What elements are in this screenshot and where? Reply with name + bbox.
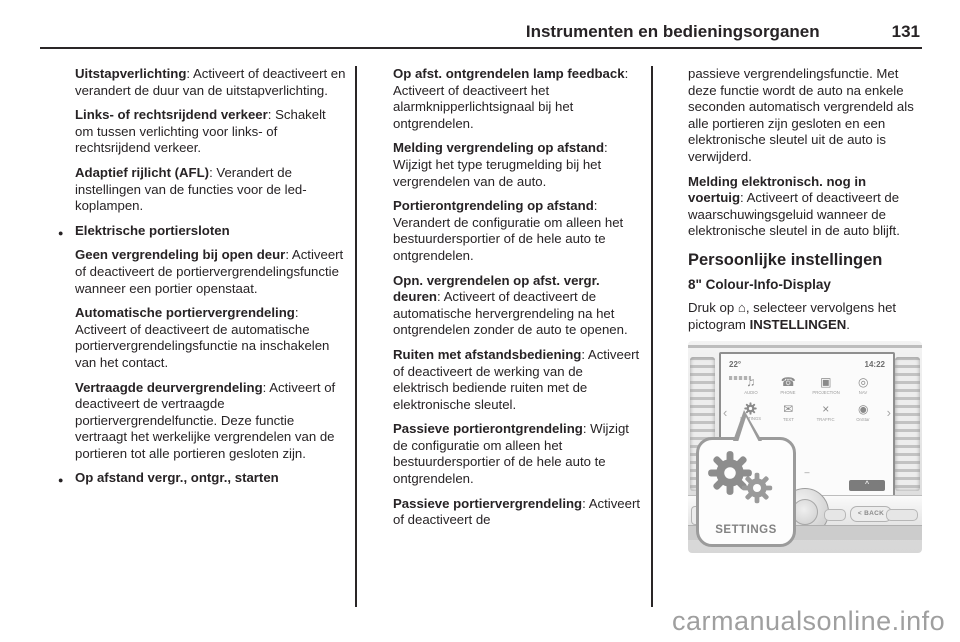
column-divider [651,66,653,607]
setting-name: Geen vergrendeling bij open deur [75,247,286,263]
setting-name: Opn. vergrendelen op afst. vergr. deuren [393,272,600,305]
setting-item [393,347,641,413]
setting-desc: : Activeert of deactiveert de werking van de elektrisch bediende ruiten met de elektronische sleutel. [393,346,640,412]
app-label: AUDIO [744,390,758,396]
setting-item [393,66,641,132]
setting-item [393,140,641,190]
back-button-label: < BACK [857,510,885,518]
home-key-icon: ⌂ [737,300,746,316]
setting-desc: : Activeert of deactiveert de automatische hervergrendeling na het ontgrendelen zonder de auto te openen. [393,289,628,338]
bullet-icon: ● [58,227,64,238]
message-icon: ✉ [783,402,794,417]
app-tile-projection [807,375,845,396]
app-tile-audio [732,375,770,396]
setting-name: Passieve portiervergrendeling [393,495,583,511]
setting-item [688,174,922,240]
setting-name: Ruiten met afstandsbediening [393,346,582,362]
app-tile-onstar [845,402,883,423]
setting-desc: : Activeert of deactiveert de waarschuwingsgeluid wanneer de elektronische sleutel in de auto blijft. [688,190,900,239]
menu-item-reference: INSTELLINGEN [749,316,847,332]
chevron-left-icon: ‹ [723,405,728,421]
gear-icon [741,472,773,504]
panel-button [886,509,918,521]
setting-name: Op afst. ontgrendelen lamp feedback [393,66,625,81]
nav-compass-icon: ◎ [858,375,869,390]
traffic-icon: × [822,402,830,417]
subsection-heading: 8" Colour-Info-Display [688,276,831,292]
setting-name: Adaptief rijlicht (AFL) [75,164,210,180]
setting-item [393,421,641,487]
setting-name: Op afstand vergr., ontgr., starten [75,470,279,486]
setting-name: Links- of rechtsrijdend verkeer [75,107,268,123]
app-tile-traffic [807,402,845,423]
projection-icon: ▣ [820,375,832,390]
setting-item [75,247,347,297]
setting-desc: : Activeert of deactiveert het alarmknipperlichtsignaal bij het ontgrendelen. [393,66,629,131]
setting-item [393,198,641,264]
setting-name: Uitstapverlichting [75,66,187,81]
setting-item [75,165,347,215]
dashboard-edge [688,345,922,348]
callout-tail-inner [738,416,762,442]
right-air-vent [895,357,920,491]
watermark: carmanualsonline.info [672,606,946,636]
chevron-right-icon: › [886,405,891,421]
expand-button [849,480,885,491]
app-tile-text [770,402,808,423]
setting-name: Melding elektronisch. nog in voertuig [688,173,867,206]
setting-item [393,273,641,339]
setting-desc: : Wijzigt het type terugmelding bij het vergrendelen van de auto. [393,140,608,189]
setting-item [393,496,641,529]
setting-name: Portierontgrendeling op afstand [393,198,594,214]
app-label: OnStar [856,417,870,423]
app-label: TRAFFIC [816,417,835,423]
setting-desc: : Activeert of deactiveert de portiervergrendelingsfunctie wanneer een portier openstaat. [75,247,344,296]
column-divider [355,66,357,607]
app-label: NAV [859,390,868,396]
setting-name: Vertraagde deurvergrendeling [75,379,263,395]
setting-item [75,380,347,463]
setting-item [75,107,347,157]
chevron-up-icon: ^ [864,481,870,489]
setting-desc-continuation [688,66,922,166]
setting-desc: : Verandert de instellingen van de functies voor de led-koplampen. [75,164,307,214]
callout-label: SETTINGS [715,523,777,536]
setting-name: Passieve portierontgrendeling [393,421,583,437]
app-label: PROJECTION [812,390,840,396]
header-rule [40,47,922,49]
list-item [58,470,347,487]
setting-desc: : Activeert of deactiveert en verandert de duur van de uitstapverlichting. [75,66,346,98]
setting-item [75,305,347,371]
page-header [40,22,920,42]
section-heading: Persoonlijke instellingen [688,250,883,269]
chapter-title: Instrumenten en bedieningsorganen [525,22,820,41]
infotainment-figure [688,341,922,553]
setting-name: Melding vergrendeling op afstand [393,140,605,156]
app-label: PHONE [780,390,796,396]
setting-name: Automatische portiervergrendeling [75,305,295,321]
app-tile-nav [845,375,883,396]
setting-desc: : Activeert of deactiveert de automatische portiervergrendelingsfunctie na inschakelen van het contact. [75,305,330,370]
app-label: SETTINGS [740,416,762,422]
instruction-text: Druk op [688,300,738,316]
setting-desc: : Verandert de configuratie om alleen het bestuurdersportier of de hele auto te ontgrendelen. [393,198,624,263]
bullet-icon: ● [58,475,64,486]
text-column-3 [688,66,922,553]
settings-callout [696,437,796,547]
temperature-reading: 22° [729,360,742,370]
music-note-icon: ♫ [746,375,756,390]
app-label: TEXT [782,417,794,423]
instruction-text: , selecteer vervolgens het pictogram [688,300,897,332]
setting-desc: : Activeert of deactiveert de vertraagde portiervergrendelfunctie. Deze functie vertraagt het werkelijke vergrendelen van de portieren tot alle portieren gesloten zijn. [75,379,336,461]
text-column-2 [393,66,641,537]
instruction-paragraph [688,300,922,333]
setting-name: Elektrische portiersloten [75,222,230,238]
instruction-text: . [846,316,850,332]
onstar-globe-icon: ◉ [858,402,869,417]
panel-button [824,509,846,521]
setting-desc: : Wijzigt de configuratie om alleen het bestuurdersportier of de hele auto te ontgrendelen. [393,421,629,487]
setting-item [75,66,347,99]
list-item [58,222,347,240]
setting-desc: passieve vergrendelingsfunctie. Met deze functie wordt de auto na enkele seconden automatisch vergrendeld als alle portieren zijn gesloten en een elektronische sleutel uit de auto is verwijderd. [688,66,914,164]
page-number: 131 [891,22,920,41]
text-column-1 [58,66,347,495]
setting-desc: : Schakelt om tussen verlichting voor links- of rechtsrijdend verkeer. [75,107,326,156]
phone-icon: ☎ [780,375,796,390]
clock: 14:22 [864,360,885,370]
page-indicator: – [804,467,810,478]
app-tile-phone [770,375,808,396]
setting-desc: : Activeert of deactiveert de [393,495,641,528]
